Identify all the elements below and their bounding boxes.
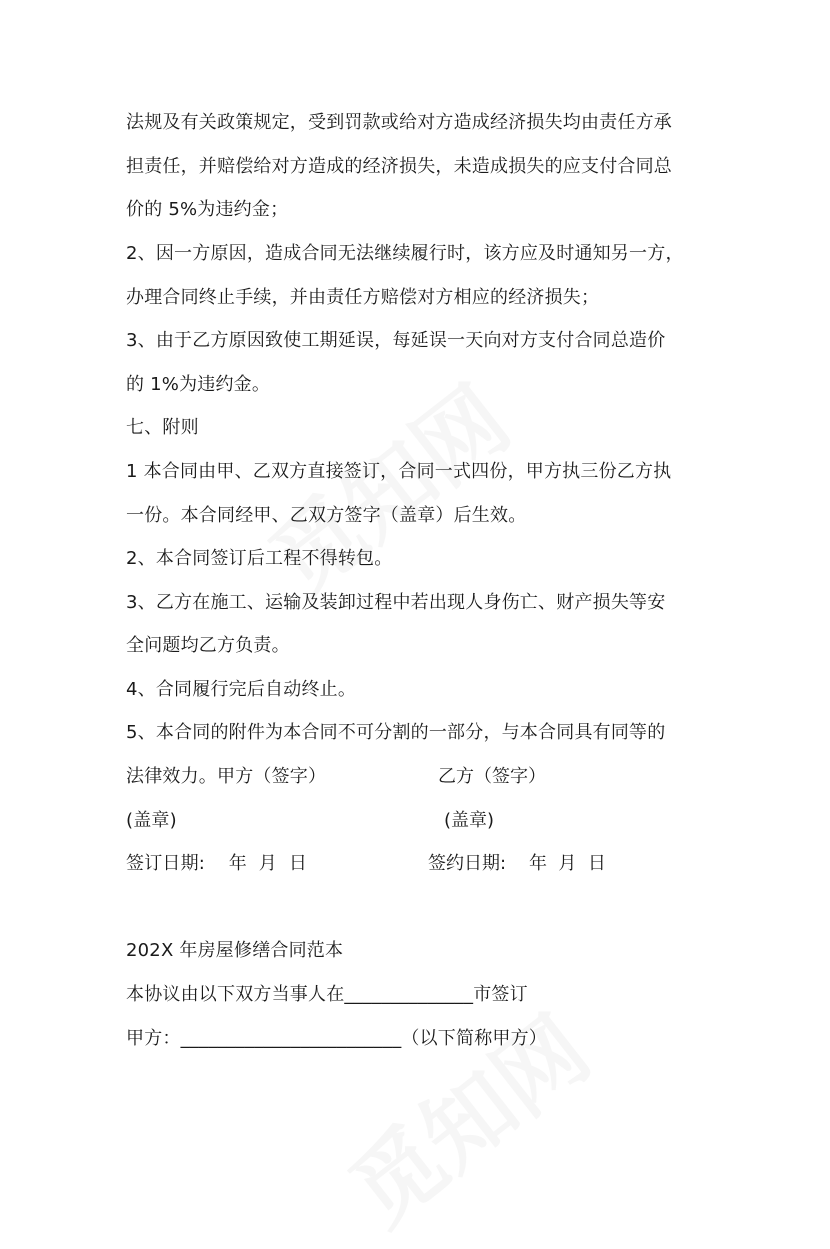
paragraph-line: 价的 5%为违约金； [126,199,289,220]
contract-intro: 本协议由以下双方当事人在______________市签订 [126,984,528,1005]
party-b-date: 签约日期: 年 月 日 [428,853,606,874]
paragraph-line: 5、本合同的附件为本合同不可分割的一部分，与本合同具有同等的 [126,722,666,743]
contract-title: 202X 年房屋修缮合同范本 [126,940,344,961]
watermark-upper [239,351,532,620]
section-heading: 七、附则 [126,417,199,438]
paragraph-line: 全问题均乙方负责。 [126,635,290,656]
paragraph-line: 法规及有关政策规定，受到罚款或给对方造成经济损失均由责任方承 [126,112,672,133]
paragraph-line: 一份。本合同经甲、乙双方签字（盖章）后生效。 [126,505,527,526]
party-a-field: 甲方：________________________（以下简称甲方） [126,1028,547,1049]
paragraph-line: 的 1%为违约金。 [126,374,271,395]
party-b-signature: 乙方（签字） [438,766,546,787]
paragraph-line: 办理合同终止手续，并由责任方赔偿对方相应的经济损失； [126,287,600,308]
party-a-date: 签订日期: 年 月 日 [126,853,308,874]
paragraph-line: 3、乙方在施工、运输及装卸过程中若出现人身伤亡、财产损失等安 [126,592,666,613]
party-a-seal: (盖章) [126,810,177,831]
paragraph-line: 3、由于乙方原因致使工期延误，每延误一天向对方支付合同总造价 [126,330,666,351]
party-a-signature: 法律效力。甲方（签字） [126,766,327,787]
party-b-seal: (盖章) [444,810,495,831]
paragraph-line: 担责任，并赔偿给对方造成的经济损失，未造成损失的应支付合同总 [126,156,672,177]
paragraph-line: 2、本合同签订后工程不得转包。 [126,548,393,569]
watermark-lower [319,981,612,1249]
paragraph-line: 1 本合同由甲、乙双方直接签订，合同一式四份，甲方执三份乙方执 [126,461,672,482]
paragraph-line: 2、因一方原因，造成合同无法继续履行时，该方应及时通知另一方， [126,243,684,264]
paragraph-line: 4、合同履行完后自动终止。 [126,679,357,700]
